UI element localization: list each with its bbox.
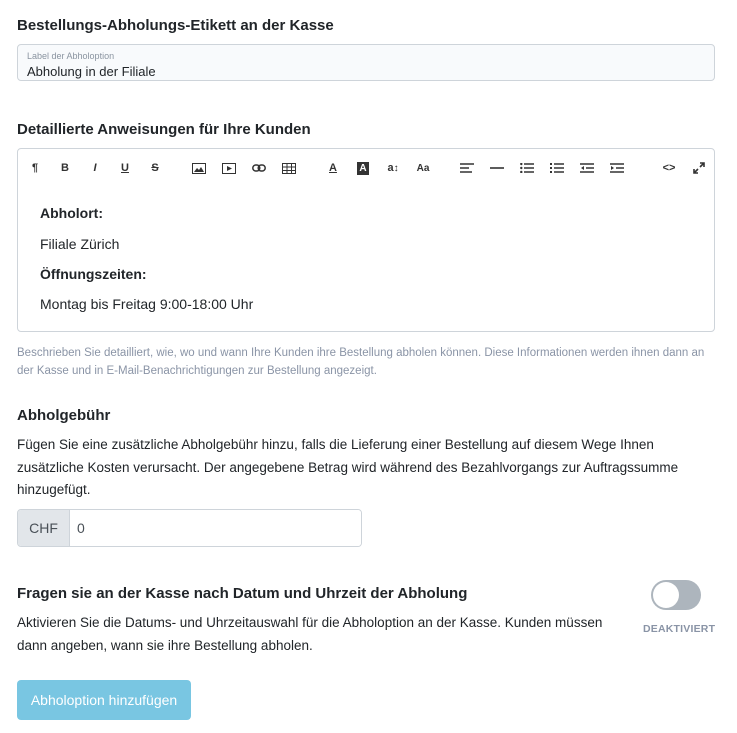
link-icon[interactable] — [248, 158, 270, 178]
pickup-label-title: Bestellungs-Abholungs-Etikett an der Kasse — [17, 17, 334, 34]
instructions-title: Detaillierte Anweisungen für Ihre Kunden — [17, 121, 311, 138]
hours-value: Montag bis Freitag 9:00-18:00 Uhr — [40, 296, 254, 312]
fullscreen-icon[interactable] — [688, 158, 710, 178]
hours-heading: Öffnungszeiten: — [40, 266, 147, 282]
toggle-state-label: DEAKTIVIERT — [643, 623, 716, 635]
pickup-label-input[interactable]: Abholung in der Filiale — [27, 64, 156, 79]
fee-title: Abholgebühr — [17, 407, 111, 424]
highlight-icon-glyph: A — [359, 162, 367, 174]
font-color-icon[interactable]: A — [329, 162, 337, 174]
rich-text-editor[interactable] — [17, 148, 715, 332]
fee-description: Fügen Sie eine zusätzliche Abholgebühr hinzu, falls die Lieferung einer Bestellung auf diesem Wege Ihnen zusätzliche Kosten verursacht. Der angegebene Betrag wird während des Bezahlvorgangs zur Auftragssumme hinzugefügt. — [17, 437, 679, 497]
currency-prefix: CHF — [18, 510, 70, 546]
date-time-toggle[interactable] — [651, 580, 701, 610]
toggle-knob — [653, 582, 679, 608]
instructions-help-text: Beschrieben Sie detailliert, wie, wo und wann Ihre Kunden ihre Bestellung abholen können. Diese Informationen werden ihnen dann an der Kasse und in E-Mail-Benachrichtigungen zur Bestellung angezeigt. — [17, 347, 705, 377]
fee-input-group — [17, 509, 362, 547]
outdent-icon[interactable] — [576, 158, 598, 178]
pickup-label-field-label: Label der Abholoption — [27, 51, 115, 61]
video-icon[interactable] — [218, 158, 240, 178]
highlight-icon[interactable] — [352, 158, 374, 178]
pickup-label-field[interactable] — [17, 44, 715, 81]
date-time-description: Aktivieren Sie die Datums- und Uhrzeitauswahl für die Abholoption an der Kasse. Kunden müssen dann angeben, wann sie ihre Bestellung abholen. — [17, 615, 603, 653]
image-icon[interactable] — [188, 158, 210, 178]
location-value: Filiale Zürich — [40, 236, 120, 252]
bullet-list-icon[interactable] — [516, 158, 538, 178]
underline-icon[interactable]: U — [121, 162, 129, 174]
paragraph-icon[interactable]: ¶ — [31, 162, 39, 174]
line-height-glyph: a — [387, 162, 394, 174]
numbered-list-icon[interactable] — [546, 158, 568, 178]
fee-input[interactable] — [70, 510, 362, 546]
font-size-icon[interactable]: Aa — [416, 162, 430, 174]
editor-toolbar — [18, 149, 714, 185]
align-left-icon[interactable] — [456, 158, 478, 178]
bold-icon[interactable]: B — [61, 162, 69, 174]
indent-icon[interactable] — [606, 158, 628, 178]
location-heading: Abholort: — [40, 205, 103, 221]
horizontal-rule-icon[interactable] — [486, 158, 508, 178]
date-time-title: Fragen sie an der Kasse nach Datum und Uhrzeit der Abholung — [17, 585, 468, 602]
line-height-icon[interactable]: a ↕ — [387, 162, 399, 174]
table-icon[interactable] — [278, 158, 300, 178]
italic-icon[interactable]: I — [93, 162, 97, 174]
strikethrough-icon[interactable]: S — [151, 162, 159, 174]
code-view-icon[interactable]: <> — [662, 162, 676, 174]
add-pickup-option-button[interactable]: Abholoption hinzufügen — [17, 680, 191, 720]
